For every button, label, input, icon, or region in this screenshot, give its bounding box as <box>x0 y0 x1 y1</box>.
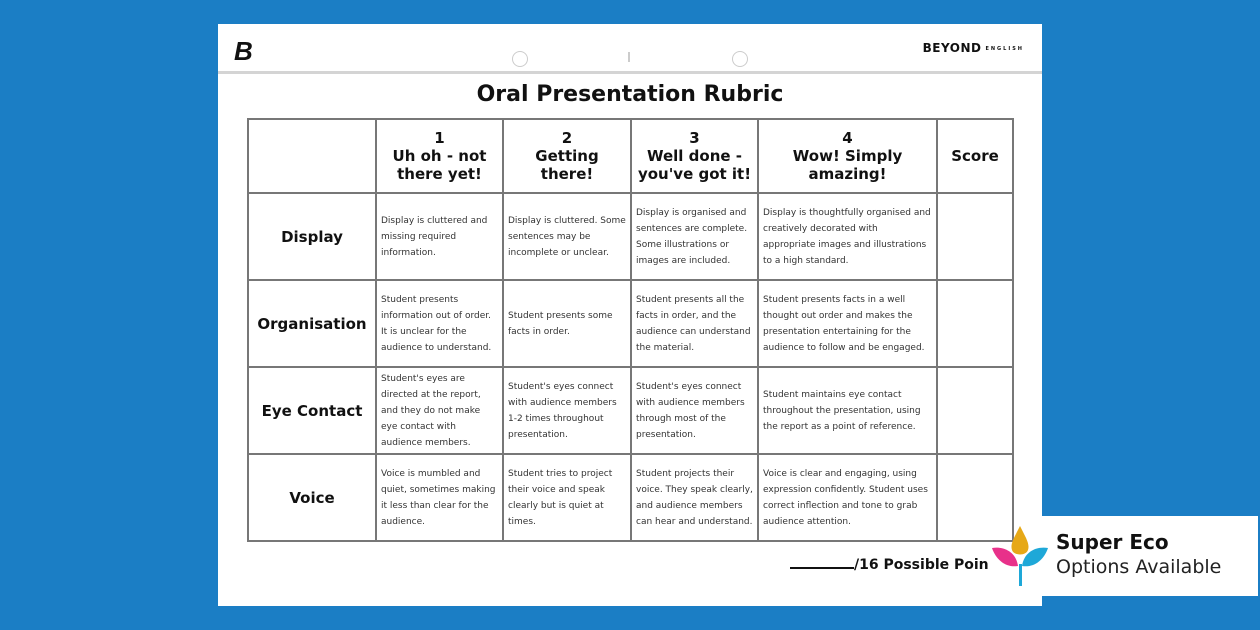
score-cell <box>937 280 1013 367</box>
rubric-cell: Display is cluttered and missing required information. <box>376 193 503 280</box>
rubric-table <box>247 118 1014 542</box>
rubric-cell: Display is thoughtfully organised and creatively decorated with appropriate images and illustrations to a high standard. <box>758 193 937 280</box>
rubric-cell: Voice is clear and engaging, using expression confidently. Student uses correct inflection and tone to grab audience attention. <box>758 454 937 541</box>
brand-name: BEYOND ENGLISH <box>922 41 1024 55</box>
table-row <box>248 280 1013 367</box>
rubric-worksheet <box>218 24 1042 606</box>
table-row <box>248 193 1013 280</box>
possible-points: /16 Possible Poin <box>790 557 989 573</box>
header-cell: 2 Getting there! <box>503 119 631 193</box>
rubric-cell: Student presents facts in a well thought out order and makes the presentation entertaining for the audience to follow and be engaged. <box>758 280 937 367</box>
score-blank <box>790 567 854 569</box>
rubric-cell: Display is organised and sentences are complete. Some illustrations or images are included. <box>631 193 758 280</box>
rubric-cell: Student presents all the facts in order, and the audience can understand the material. <box>631 280 758 367</box>
rubric-cell: Student's eyes connect with audience members through most of the presentation. <box>631 367 758 454</box>
beyond-logo-icon: B <box>234 36 253 66</box>
eco-badge <box>1040 516 1258 596</box>
rubric-cell: Student maintains eye contact throughout the presentation, using the report as a point of reference. <box>758 367 937 454</box>
rubric-cell: Student's eyes are directed at the report, and they do not make eye contact with audience members. <box>376 367 503 454</box>
criterion: Voice <box>248 454 376 541</box>
table-row <box>248 454 1013 541</box>
header-cell-score: Score <box>937 119 1013 193</box>
punch-hole-icon <box>512 51 528 67</box>
punch-hole-icon <box>732 51 748 67</box>
criterion: Eye Contact <box>248 367 376 454</box>
eco-leaf-icon <box>990 524 1050 588</box>
rubric-cell: Display is cluttered. Some sentences may be incomplete or unclear. <box>503 193 631 280</box>
eco-subtitle: Options Available <box>1056 556 1222 578</box>
criterion: Display <box>248 193 376 280</box>
rubric-cell: Student projects their voice. They speak clearly, and audience members can hear and understand. <box>631 454 758 541</box>
rubric-cell: Student tries to project their voice and speak clearly but is quiet at times. <box>503 454 631 541</box>
fold-mark <box>628 52 630 62</box>
score-cell <box>937 367 1013 454</box>
table-row <box>248 367 1013 454</box>
header-cell <box>248 119 376 193</box>
criterion: Organisation <box>248 280 376 367</box>
eco-title: Super Eco <box>1056 530 1169 554</box>
header-cell: 1 Uh oh - not there yet! <box>376 119 503 193</box>
page-title: Oral Presentation Rubric <box>476 82 784 107</box>
table-header-row <box>248 119 1013 193</box>
rubric-cell: Student presents some facts in order. <box>503 280 631 367</box>
score-cell <box>937 193 1013 280</box>
rubric-cell: Voice is mumbled and quiet, sometimes making it less than clear for the audience. <box>376 454 503 541</box>
rubric-cell: Student presents information out of order. It is unclear for the audience to understand. <box>376 280 503 367</box>
header-cell: 4 Wow! Simply amazing! <box>758 119 937 193</box>
header-divider <box>218 71 1042 74</box>
rubric-cell: Student's eyes connect with audience members 1-2 times throughout presentation. <box>503 367 631 454</box>
header-cell: 3 Well done - you've got it! <box>631 119 758 193</box>
